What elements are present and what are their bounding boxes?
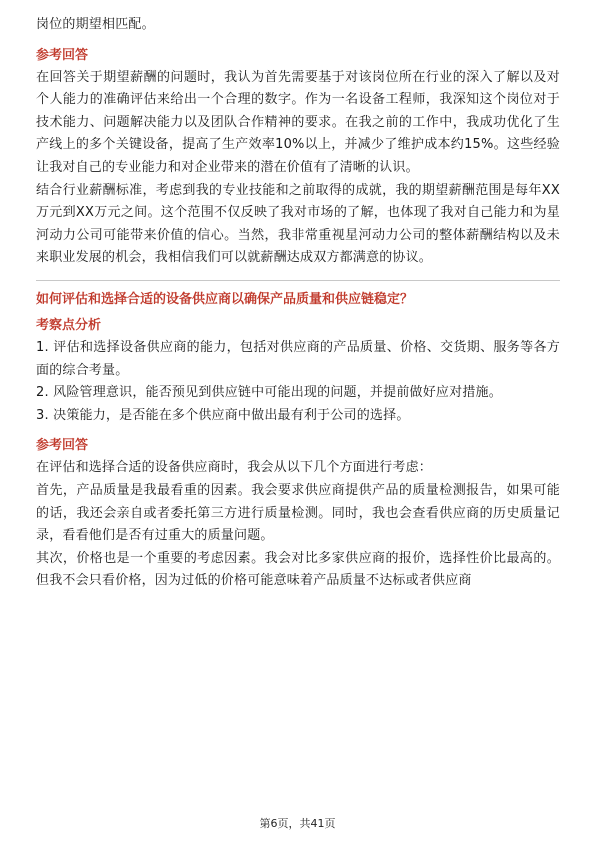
section-divider — [36, 280, 560, 281]
analysis-heading: 考察点分析 — [36, 317, 102, 333]
analysis-point-3: 3. 决策能力，是否能在多个供应商中做出最有利于公司的选择。 — [36, 407, 410, 423]
answer2-heading: 参考回答 — [36, 438, 89, 454]
answer1-paragraph-2: 结合行业薪酬标准，考虑到我的专业技能和之前取得的成就，我的期望薪酬范围是每年XX万元到XX万元之间。这个范围不仅反映了我对市场的了解，也体现了我对自己能力和为星河动力公司可能带来价值的信心。当然，我非常重视星河动力公司的整体薪酬结构以及未来职业发展的机会，我相信我们可以就薪酬达成双方都满意的协议。 — [36, 182, 560, 266]
answer2-paragraph-2: 首先，产品质量是我最看重的因素。我会要求供应商提供产品的质量检测报告，如果可能的话，我还会亲自或者委托第三方进行质量检测。同时，我也会查看供应商的历史质量记录，看看他们是否有过重大的质量问题。 — [36, 482, 560, 544]
question2-title: 如何评估和选择合适的设备供应商以确保产品质量和供应链稳定？ — [36, 291, 414, 307]
answer1-heading: 参考回答 — [36, 47, 89, 63]
page-content — [36, 14, 560, 593]
answer2-paragraph-1: 在评估和选择合适的设备供应商时，我会从以下几个方面进行考虑： — [36, 460, 433, 476]
answer1-paragraph-1: 在回答关于期望薪酬的问题时，我认为首先需要基于对该岗位所在行业的深入了解以及对个人能力的准确评估来给出一个合理的数字。作为一名设备工程师，我深知这个岗位对于技术能力、问题解决能力以及团队合作精神的要求。在我之前的工作中，我成功优化了生产线上的多个关键设备，提高了生产效率10%以上，并减少了维护成本约15%。这些经验让我对自己的专业能力和对企业带来的潜在价值有了清晰的认识。 — [36, 69, 560, 175]
intro-tail-text: 岗位的期望相匹配。 — [36, 17, 155, 32]
page-number-footer: 第6页，共41页 — [259, 817, 336, 830]
answer2-paragraph-3: 其次，价格也是一个重要的考虑因素。我会对比多家供应商的报价，选择性价比最高的。但我不会只看价格，因为过低的价格可能意味着产品质量不达标或者供应商 — [36, 550, 560, 589]
analysis-point-1: 1. 评估和选择设备供应商的能力，包括对供应商的产品质量、价格、交货期、服务等各方面的综合考量。 — [36, 339, 560, 378]
analysis-point-2: 2. 风险管理意识，能否预见到供应链中可能出现的问题，并提前做好应对措施。 — [36, 385, 502, 401]
